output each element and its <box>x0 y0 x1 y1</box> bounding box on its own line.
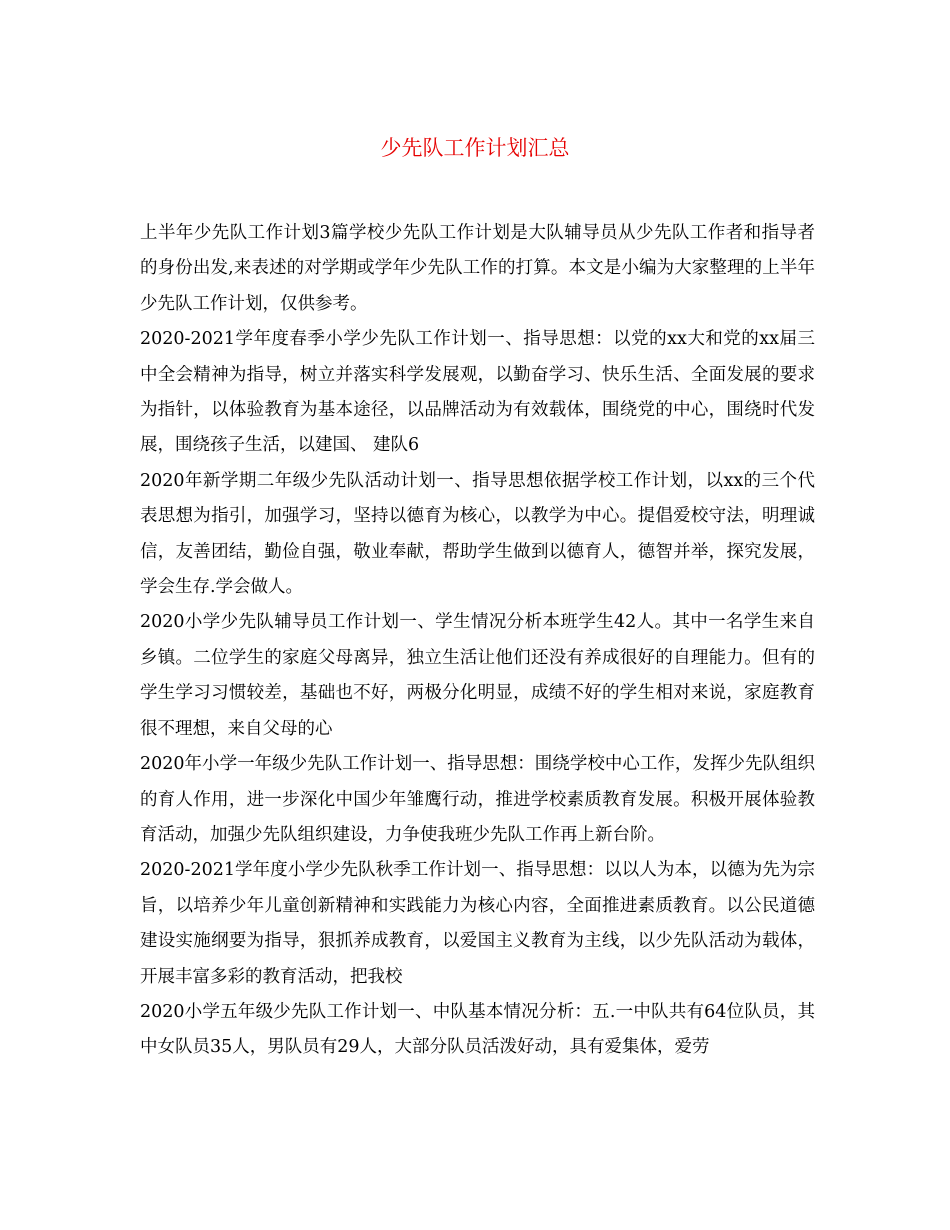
document-body <box>140 216 815 1066</box>
document-title: 少先队工作计划汇总 <box>380 136 570 160</box>
paragraph-grade-one-plan: 2020年小学一年级少先队工作计划一、指导思想：围绕学校中心工作，发挥少先队组织的育人作用，进一步深化中国少年雏鹰行动，推进学校素质教育发展。积极开展体验教育活动，加强少先队组织建设，力争使我班少先队工作再上新台阶。 <box>140 754 815 845</box>
paragraph-grade-five-plan: 2020小学五年级少先队工作计划一、中队基本情况分析：五.一中队共有64位队员，其中女队员35人，男队员有29人，大部分队员活泼好动，具有爱集体，爱劳 <box>140 1001 815 1058</box>
paragraph-intro: 上半年少先队工作计划3篇学校少先队工作计划是大队辅导员从少先队工作者和指导者的身份出发,来表述的对学期或学年少先队工作的打算。本文是小编为大家整理的上半年少先队工作计划，仅供参考。 <box>140 223 815 314</box>
paragraph-grade-two-plan: 2020年新学期二年级少先队活动计划一、指导思想依据学校工作计划，以xx的三个代表思想为指引，加强学习，坚持以德育为核心，以教学为中心。提倡爱校守法，明理诚信，友善团结，勤俭自强，敬业奉献，帮助学生做到以德育人，德智并举，探究发展，学会生存.学会做人。 <box>140 470 815 598</box>
paragraph-autumn-plan: 2020-2021学年度小学少先队秋季工作计划一、指导思想：以以人为本，以德为先为宗旨，以培养少年儿童创新精神和实践能力为核心内容，全面推进素质教育。以公民道德建设实施纲要为指导，狠抓养成教育，以爱国主义教育为主线，以少先队活动为载体，开展丰富多彩的教育活动，把我校 <box>140 860 815 987</box>
paragraph-spring-plan: 2020-2021学年度春季小学少先队工作计划一、指导思想：以党的xx大和党的xx届三中全会精神为指导，树立并落实科学发展观，以勤奋学习、快乐生活、全面发展的要求为指针，以体验教育为基本途径，以品牌活动为有效载体，围绕党的中心，围绕时代发展，围绕孩子生活，以建国、 建队6 <box>140 329 815 456</box>
paragraph-counselor-plan: 2020小学少先队辅导员工作计划一、学生情况分析本班学生42人。其中一名学生来自乡镇。二位学生的家庭父母离异，独立生活让他们还没有养成很好的自理能力。但有的学生学习习惯较差，基础也不好，两极分化明显，成绩不好的学生相对来说，家庭教育很不理想，来自父母的心 <box>140 612 815 739</box>
